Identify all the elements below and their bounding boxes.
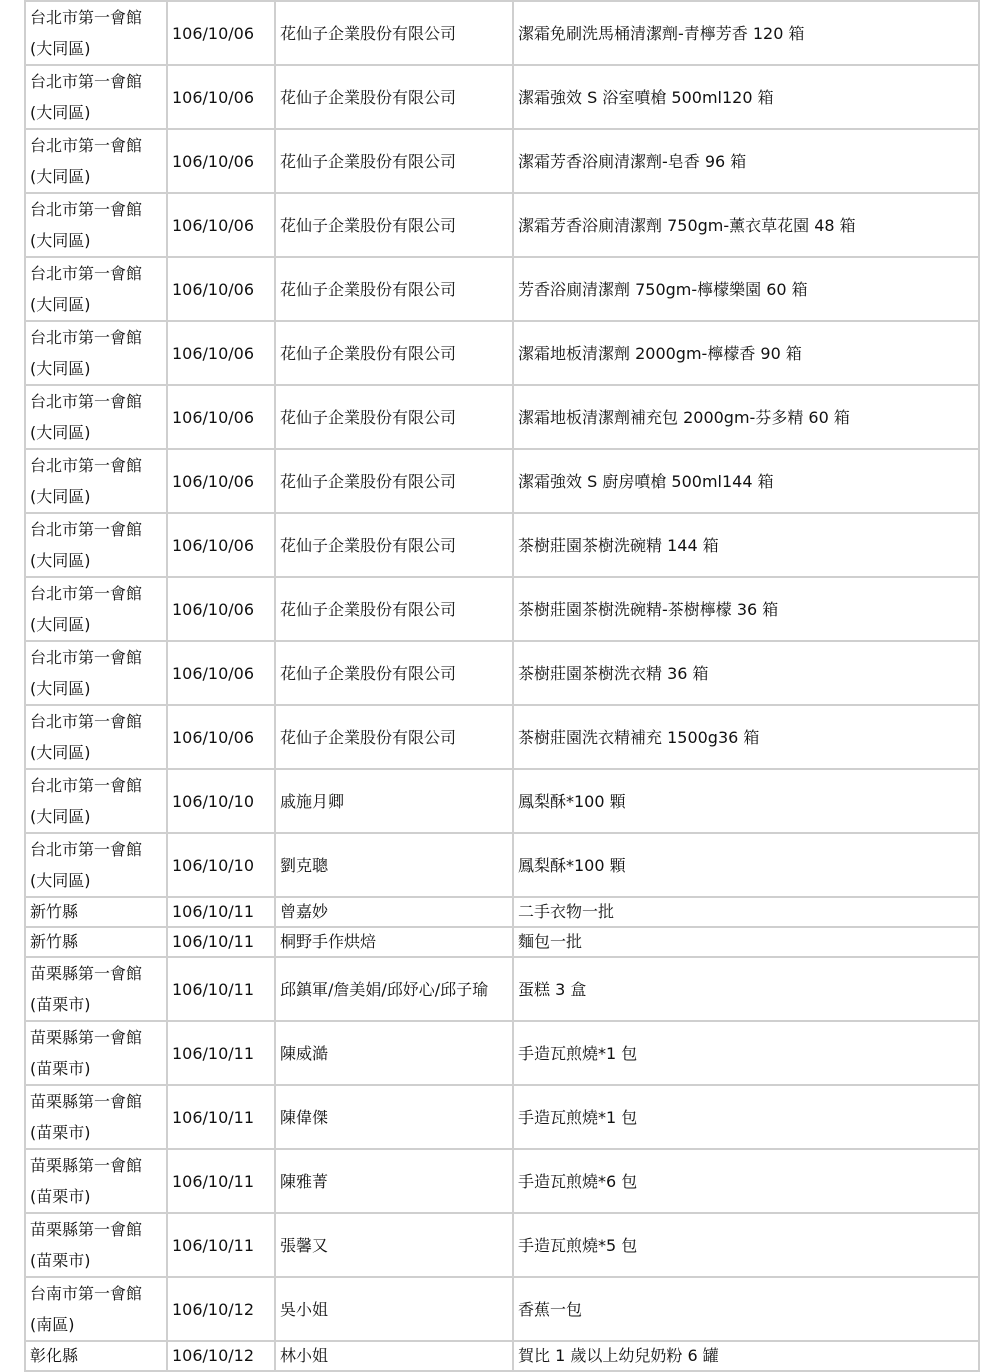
date-cell: 106/10/06 xyxy=(167,321,275,385)
donor-cell: 邱鎮軍/詹美娟/邱妤心/邱子瑜 xyxy=(275,957,513,1021)
location-cell xyxy=(25,1341,167,1371)
location-name: 台南市第一會館 xyxy=(30,1284,143,1303)
table-row xyxy=(25,513,979,577)
donor-cell: 花仙子企業股份有限公司 xyxy=(275,641,513,705)
item-cell: 手造瓦煎燒*1 包 xyxy=(513,1085,979,1149)
table-row xyxy=(25,129,979,193)
donor-cell: 花仙子企業股份有限公司 xyxy=(275,257,513,321)
table-row xyxy=(25,193,979,257)
donor-cell: 花仙子企業股份有限公司 xyxy=(275,577,513,641)
item-cell: 茶樹莊園茶樹洗碗精-茶樹檸檬 36 箱 xyxy=(513,577,979,641)
item-cell: 潔霜芳香浴廁清潔劑 750gm-薰衣草花園 48 箱 xyxy=(513,193,979,257)
table-row xyxy=(25,65,979,129)
table-row xyxy=(25,769,979,833)
location-name: 台北市第一會館 xyxy=(30,264,143,283)
location-district: (大同區) xyxy=(30,167,91,186)
location-name: 台北市第一會館 xyxy=(30,136,143,155)
location-name: 苗栗縣第一會館 xyxy=(30,1156,143,1175)
location-name: 苗栗縣第一會館 xyxy=(30,1028,143,1047)
item-cell: 潔霜芳香浴廁清潔劑-皂香 96 箱 xyxy=(513,129,979,193)
donor-cell: 花仙子企業股份有限公司 xyxy=(275,449,513,513)
date-cell: 106/10/11 xyxy=(167,957,275,1021)
item-cell: 賀比 1 歲以上幼兒奶粉 6 罐 xyxy=(513,1341,979,1371)
donor-cell: 花仙子企業股份有限公司 xyxy=(275,321,513,385)
location-name: 新竹縣 xyxy=(30,902,79,921)
date-cell: 106/10/10 xyxy=(167,833,275,897)
date-cell: 106/10/06 xyxy=(167,257,275,321)
location-district: (大同區) xyxy=(30,551,91,570)
date-cell: 106/10/11 xyxy=(167,1021,275,1085)
date-cell: 106/10/12 xyxy=(167,1277,275,1341)
date-cell: 106/10/06 xyxy=(167,705,275,769)
location-district: (大同區) xyxy=(30,679,91,698)
location-name: 台北市第一會館 xyxy=(30,648,143,667)
table-row xyxy=(25,833,979,897)
table-row xyxy=(25,385,979,449)
donation-table xyxy=(24,0,980,1372)
location-cell xyxy=(25,1149,167,1213)
donor-cell: 陳威澔 xyxy=(275,1021,513,1085)
location-district: (大同區) xyxy=(30,743,91,762)
location-name: 苗栗縣第一會館 xyxy=(30,964,143,983)
location-name: 台北市第一會館 xyxy=(30,584,143,603)
location-district: (大同區) xyxy=(30,359,91,378)
table-row xyxy=(25,641,979,705)
date-cell: 106/10/11 xyxy=(167,1085,275,1149)
donor-cell: 吳小姐 xyxy=(275,1277,513,1341)
item-cell: 芳香浴廁清潔劑 750gm-檸檬樂園 60 箱 xyxy=(513,257,979,321)
location-cell xyxy=(25,257,167,321)
location-district: (南區) xyxy=(30,1315,75,1334)
table-row xyxy=(25,257,979,321)
item-cell: 潔霜免刷洗馬桶清潔劑-青檸芳香 120 箱 xyxy=(513,1,979,65)
item-cell: 鳳梨酥*100 顆 xyxy=(513,769,979,833)
location-cell xyxy=(25,577,167,641)
donor-cell: 劉克聰 xyxy=(275,833,513,897)
table-row xyxy=(25,897,979,927)
date-cell: 106/10/06 xyxy=(167,129,275,193)
table-row xyxy=(25,1021,979,1085)
location-name: 台北市第一會館 xyxy=(30,520,143,539)
location-cell xyxy=(25,129,167,193)
date-cell: 106/10/11 xyxy=(167,1149,275,1213)
date-cell: 106/10/06 xyxy=(167,513,275,577)
location-cell xyxy=(25,385,167,449)
donor-cell: 花仙子企業股份有限公司 xyxy=(275,1,513,65)
item-cell: 手造瓦煎燒*1 包 xyxy=(513,1021,979,1085)
table-row xyxy=(25,1341,979,1371)
table-row xyxy=(25,577,979,641)
donor-cell: 戚施月卿 xyxy=(275,769,513,833)
item-cell: 二手衣物一批 xyxy=(513,897,979,927)
item-cell: 手造瓦煎燒*6 包 xyxy=(513,1149,979,1213)
location-cell xyxy=(25,1213,167,1277)
date-cell: 106/10/11 xyxy=(167,927,275,957)
date-cell: 106/10/06 xyxy=(167,65,275,129)
location-name: 台北市第一會館 xyxy=(30,8,143,27)
location-name: 台北市第一會館 xyxy=(30,392,143,411)
location-district: (苗栗市) xyxy=(30,1187,91,1206)
item-cell: 手造瓦煎燒*5 包 xyxy=(513,1213,979,1277)
item-cell: 鳳梨酥*100 顆 xyxy=(513,833,979,897)
location-district: (大同區) xyxy=(30,423,91,442)
location-name: 台北市第一會館 xyxy=(30,72,143,91)
table-row xyxy=(25,449,979,513)
donor-cell: 林小姐 xyxy=(275,1341,513,1371)
date-cell: 106/10/06 xyxy=(167,193,275,257)
location-district: (大同區) xyxy=(30,615,91,634)
item-cell: 茶樹莊園茶樹洗衣精 36 箱 xyxy=(513,641,979,705)
item-cell: 蛋糕 3 盒 xyxy=(513,957,979,1021)
location-name: 台北市第一會館 xyxy=(30,200,143,219)
table-row xyxy=(25,1213,979,1277)
location-district: (大同區) xyxy=(30,103,91,122)
location-district: (苗栗市) xyxy=(30,1123,91,1142)
location-name: 苗栗縣第一會館 xyxy=(30,1092,143,1111)
location-cell xyxy=(25,1021,167,1085)
table-row xyxy=(25,321,979,385)
item-cell: 潔霜地板清潔劑 2000gm-檸檬香 90 箱 xyxy=(513,321,979,385)
item-cell: 香蕉一包 xyxy=(513,1277,979,1341)
donor-cell: 花仙子企業股份有限公司 xyxy=(275,193,513,257)
donor-cell: 陳偉傑 xyxy=(275,1085,513,1149)
table-row xyxy=(25,1277,979,1341)
donor-cell: 張馨又 xyxy=(275,1213,513,1277)
table-row xyxy=(25,1149,979,1213)
item-cell: 麵包一批 xyxy=(513,927,979,957)
location-cell xyxy=(25,897,167,927)
item-cell: 潔霜強效 S 浴室噴槍 500ml120 箱 xyxy=(513,65,979,129)
donor-cell: 曾嘉妙 xyxy=(275,897,513,927)
location-cell xyxy=(25,705,167,769)
donation-table-body xyxy=(25,1,979,1371)
date-cell: 106/10/06 xyxy=(167,641,275,705)
location-district: (大同區) xyxy=(30,871,91,890)
date-cell: 106/10/12 xyxy=(167,1341,275,1371)
location-district: (大同區) xyxy=(30,39,91,58)
location-name: 台北市第一會館 xyxy=(30,328,143,347)
location-name: 彰化縣 xyxy=(30,1346,79,1365)
date-cell: 106/10/06 xyxy=(167,1,275,65)
donor-cell: 桐野手作烘焙 xyxy=(275,927,513,957)
location-district: (苗栗市) xyxy=(30,995,91,1014)
item-cell: 潔霜地板清潔劑補充包 2000gm-芬多精 60 箱 xyxy=(513,385,979,449)
table-row xyxy=(25,927,979,957)
item-cell: 茶樹莊園洗衣精補充 1500g36 箱 xyxy=(513,705,979,769)
donor-cell: 花仙子企業股份有限公司 xyxy=(275,513,513,577)
location-name: 新竹縣 xyxy=(30,932,79,951)
location-cell xyxy=(25,513,167,577)
location-cell xyxy=(25,1277,167,1341)
date-cell: 106/10/06 xyxy=(167,577,275,641)
donor-cell: 花仙子企業股份有限公司 xyxy=(275,385,513,449)
location-name: 苗栗縣第一會館 xyxy=(30,1220,143,1239)
location-district: (大同區) xyxy=(30,295,91,314)
item-cell: 潔霜強效 S 廚房噴槍 500ml144 箱 xyxy=(513,449,979,513)
location-cell xyxy=(25,65,167,129)
location-cell xyxy=(25,449,167,513)
table-row xyxy=(25,705,979,769)
location-district: (大同區) xyxy=(30,487,91,506)
date-cell: 106/10/06 xyxy=(167,385,275,449)
location-cell xyxy=(25,641,167,705)
donor-cell: 花仙子企業股份有限公司 xyxy=(275,705,513,769)
table-row xyxy=(25,1,979,65)
location-cell xyxy=(25,1,167,65)
location-name: 台北市第一會館 xyxy=(30,840,143,859)
location-cell xyxy=(25,833,167,897)
location-district: (大同區) xyxy=(30,807,91,826)
location-district: (苗栗市) xyxy=(30,1251,91,1270)
donor-cell: 陳雅菁 xyxy=(275,1149,513,1213)
donor-cell: 花仙子企業股份有限公司 xyxy=(275,129,513,193)
location-name: 台北市第一會館 xyxy=(30,776,143,795)
table-row xyxy=(25,957,979,1021)
location-name: 台北市第一會館 xyxy=(30,712,143,731)
location-district: (苗栗市) xyxy=(30,1059,91,1078)
table-row xyxy=(25,1085,979,1149)
location-cell xyxy=(25,193,167,257)
date-cell: 106/10/11 xyxy=(167,1213,275,1277)
location-cell xyxy=(25,321,167,385)
date-cell: 106/10/11 xyxy=(167,897,275,927)
location-name: 台北市第一會館 xyxy=(30,456,143,475)
location-district: (大同區) xyxy=(30,231,91,250)
location-cell xyxy=(25,769,167,833)
item-cell: 茶樹莊園茶樹洗碗精 144 箱 xyxy=(513,513,979,577)
donor-cell: 花仙子企業股份有限公司 xyxy=(275,65,513,129)
location-cell xyxy=(25,927,167,957)
date-cell: 106/10/10 xyxy=(167,769,275,833)
date-cell: 106/10/06 xyxy=(167,449,275,513)
location-cell xyxy=(25,1085,167,1149)
location-cell xyxy=(25,957,167,1021)
